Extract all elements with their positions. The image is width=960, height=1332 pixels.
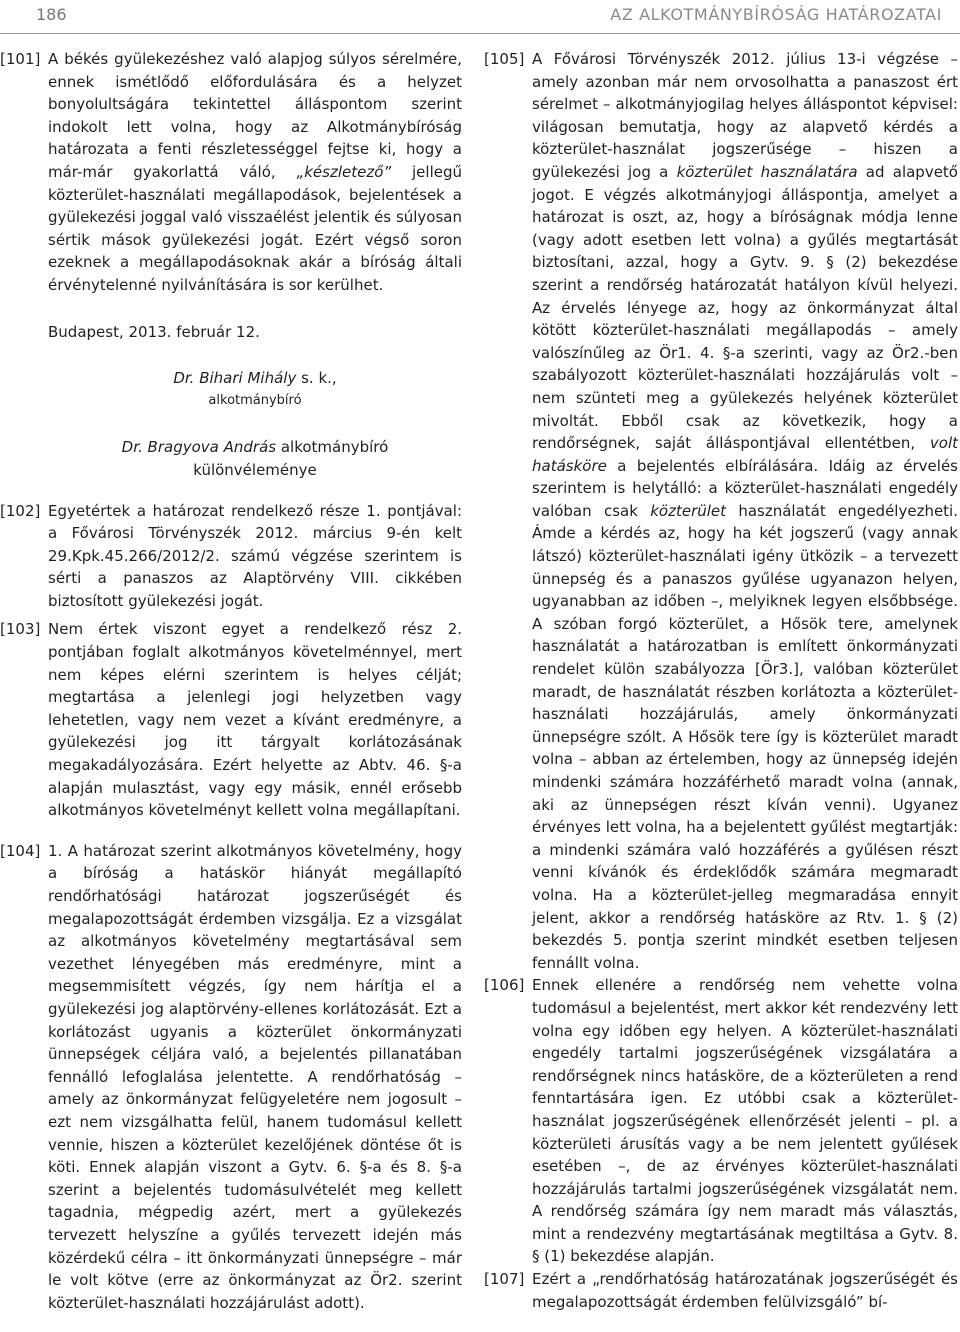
left-column <box>0 48 462 1314</box>
paragraph-number: [104] <box>0 841 41 860</box>
paragraph-text: A békés gyülekezéshez való alapjog súlyos sérelmére, ennek ismétlődő előfordulására és a helyzet bonyolultságára tekintettel álláspontom szerint indokolt lett volna, hogy az Alkotmánybíróság határozata a fenti részletességgel fejtse ki, hogy a már-már gyakorlattá váló, <box>48 50 462 181</box>
paragraph-text: A Fővárosi Törvényszék 2012. július 13-i végzése – amely azonban már nem orvosolhatta a panaszost ért sérelmet – alkotmányjogilag helyes álláspontot képvisel: világosan bemutatja, hogy az alapvető kérdés a közterület-használat jogszerűsége – hiszen a gyülekezési jog a <box>532 50 958 181</box>
paragraph-104 <box>0 840 462 1314</box>
dissent-author: Dr. Bragyova András <box>121 438 277 457</box>
paragraph-text: ad alapvető jogot. E végzés alkotmányjogi álláspontja, amelyet a határozat is oszt, az, hogy a bíróságnak módja lenne (vagy adott esetben lett volna) a gyűlés megtartását biztosítani, azzal, hogy a Gytv. 9. § (2) bekezdése szerint a rendőrség határozatát hatályon kívül helyezi. Az érvelés lényege az, hogy az önkormányzat által kötött közterület-használati megállapodás – amely valószínűleg az Ör1. 4. §-a szerinti, vagy az Ör2.-ben szabályozott közterület-használati hozzájárulás volt – nem szünteti meg a gyülekezés helyének közterület mivoltát. Ebből csak az következik, hogy a rendőrségnek, saját álláspontjával ellentétben, <box>532 162 958 453</box>
paragraph-text: Ennek ellenére a rendőrség nem vehette volna tudomásul a bejelentést, mert akkor két rendezvény lett volna egy időben egy helyen. A közterület-használati engedély tartalmi jogszerűségének vizsgálatára a rendőrségnek nincs hatásköre, de a közterületen a rend fenntartására igen. Ez utóbbi csak a közterület-használat jogszerűségének ellenőrzését jelenti – pl. a közterületi árusítás vagy a be nem jelentett gyűlések esetében –, de az érvényes közterület-használati hozzájárulás tartalmi jogszerűségének vizsgálatát nem. A rendőrség számára így nem maradt más választás, mint a rendezvény megtartásának megtiltása a Gytv. 8. § (1) bekezdése alapján. <box>532 976 958 1266</box>
signature <box>0 367 462 390</box>
paragraph-text: 1. A határozat szerint alkotmányos követelmény, hogy a bíróság a hatáskör hiányát megállapító rendőrhatósági határozat jogszerűségét és megalapozottságát érdemben vizsgálja. Ez a vizsgálat az alkotmányos követelmény megtartásával sem vezethet lényegében más eredményre, mint a megsemmisített végzés, így nem hárítja el a gyülekezési jog alaptörvény-ellenes korlátozását. Ezt a korlátozást ugyanis a közterület önkormányzati ünnepségek céljára való, a bejelentés pillanatában fennálló lefoglalása jelentette. A rendőrhatóság – amely az önkormányzat felügyeletére nem jogosult – ezt nem vizsgálhatta felül, hanem tudomásul kellett vennie, hiszen a közterület kezelőjének döntése őt is köti. Ennek alapján viszont a Gytv. 6. §-a és 8. §-a szerint a bejelentés tudomásulvételét meg kellett tagadnia, mégpedig azért, mert a gyülekezés tervezett helyszíne a gyűlés tervezett idején más közérdekű célra – itt önkormányzati ünnepségre – már le volt kötve (erre az önkormányzat az Ör2. szerint közterület-használati hozzájárulást adott). <box>48 841 462 1312</box>
paragraph-number: [107] <box>484 1270 525 1289</box>
paragraph-102 <box>0 500 462 613</box>
paragraph-text: Egyetértek a határozat rendelkező része 1. pontjával: a Fővárosi Törvényszék 2012. március 9-én kelt 29.Kpk.45.266/2012/2. számú végzése szerintem is sérti a panaszos az Alaptörvény VIII. cikkében biztosított gyülekezési jogát. <box>48 501 462 610</box>
paragraph-text: használatát engedélyezheti. Ámde a kérdés az, hogy ha két jogszerű (vagy annak látszó) közterület-használati igény ütközik – a tervezett ünnepség és a panaszos gyűlése ugyanazon helyen, ugyanabban az időben –, melyiknek legyen elsőbbsége. A szóban forgó közterület, a Hősök tere, amelynek használatát a határozatban is említett önkormányzati rendelet külön szabályozza [Ör3.], valóban közterület maradt, de használatát részben korlátozta a közterület-használati hozzájárulás, amely önkormányzati ünnepségre szólt. A Hősök tere így is közterület maradt volna – abban az értelemben, hogy az ünnepség idején mindenki számára hozzáférhető maradt volna (annak, aki az ünnepségen részt kíván venni). Ugyanez érvényes lett volna, ha a bejelentett gyűlést megtartják: a mindenki számára való hozzáférés a gyűlésen részt venni kívánók és érdeklődők számára megmaradt volna. Ha a közterület-jelleg megmaradása ennyit jelent, akkor a rendőrség hatásköre az Rtv. 1. § (2) bekezdés 5. pontja szerint mindkét esetben teljesen fennállt volna. <box>532 501 958 972</box>
emphasis-text: volt hatásköre <box>532 434 958 475</box>
paragraph-number: [106] <box>484 976 525 995</box>
dissent-subtitle: különvéleménye <box>193 460 317 479</box>
paragraph-number: [101] <box>0 50 41 68</box>
paragraph-text: jellegű közterület-használati megállapodások, bejelentések a gyülekezési joggal való visszaélést jelentik és súlyosan sértik mások gyülekezési jogát. Ezért végső soron ezeknek a megállapodásoknak akár a bíróság általi érvénytelenné nyilvánítására is sor kerülhet. <box>48 162 462 294</box>
paragraph-105 <box>484 48 958 974</box>
page-number: 186 <box>36 5 67 24</box>
decision-date: Budapest, 2013. február 12. <box>48 322 260 341</box>
paragraph-103 <box>0 618 462 821</box>
dissent-heading <box>0 436 462 459</box>
right-column <box>484 48 958 1313</box>
header-rule <box>0 33 960 34</box>
paragraph-text: Nem értek viszont egyet a rendelkező rész 2. pontjában foglalt alkotmányos követelménnyel, mert nem képes elérni szerintem is helyes célját; megtartása a jelenlegi jogi helyzetben vagy lehetetlen, vagy nem vezet a kívánt eredményre, a gyülekezési jog itt tárgyalt korlátozásának megakadályozására. Ezért helyette az Abtv. 46. §-a alapján mulasztást, vagy egy másik, ennél erősebb alkotmányos követelményt kellett volna megállapítani. <box>48 620 462 820</box>
signatory-suffix: s. k., <box>296 369 337 388</box>
paragraph-text: Ezért a „rendőrhatóság határozatának jogszerűségét és megalapozottságát érdemben felülvizsgáló” bí- <box>532 1270 958 1311</box>
running-title: AZ ALKOTMÁNYBÍRÓSÁG HATÁROZATAI <box>610 5 942 24</box>
paragraph-106 <box>484 974 958 1268</box>
emphasis-text: közterület használatára <box>676 162 858 181</box>
emphasis-text: közterület <box>650 501 727 520</box>
paragraph-number: [105] <box>484 50 525 68</box>
paragraph-text: a bejelentés elbírálására. Idáig az érvelés szerintem is helytálló: a közterület-használati engedély valóban csak <box>532 456 958 520</box>
dissent-author-role: alkotmánybíró <box>276 438 389 457</box>
emphasis-text: „készletező” <box>296 162 392 181</box>
signatory-name: Dr. Bihari Mihály <box>173 369 297 388</box>
paragraph-107 <box>484 1268 958 1313</box>
paragraph-101 <box>0 48 462 297</box>
signatory-role: alkotmánybíró <box>208 392 302 408</box>
page-header <box>0 0 960 34</box>
paragraph-number: [103] <box>0 620 41 639</box>
paragraph-number: [102] <box>0 501 41 520</box>
